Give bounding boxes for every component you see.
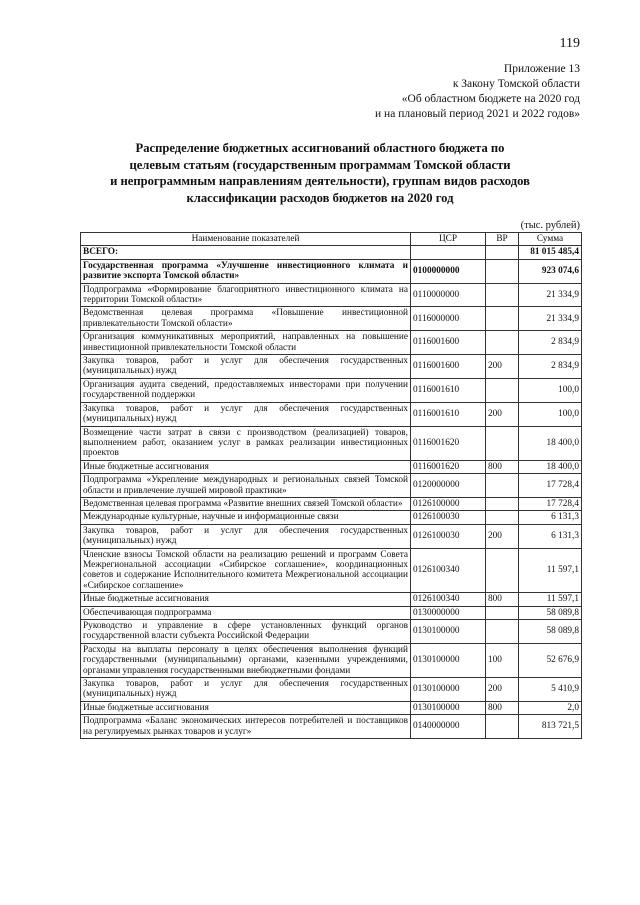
cell-sum: 813 721,5 [519, 715, 582, 739]
title-line: классификации расходов бюджетов на 2020 год [186, 190, 454, 205]
cell-vr [486, 474, 519, 498]
cell-name: Подпрограмма «Укрепление международных и региональных связей Томской области и привлечение лучшей мировой практики» [81, 474, 411, 498]
cell-code: 0116000000 [411, 307, 486, 331]
cell-vr: 200 [486, 678, 519, 702]
cell-sum: 58 089,8 [519, 606, 582, 619]
cell-vr [486, 426, 519, 460]
cell-code: 0116001600 [411, 331, 486, 355]
cell-vr [486, 307, 519, 331]
cell-name: Членские взносы Томской области на реализацию решений и программ Совета Межрегиональной ассоциации «Сибирское соглашение», координационных советов и содержание Исполнительного комитета Межрегиональной ассоциации «Сибирское соглашение» [81, 548, 411, 593]
cell-code: 0116001620 [411, 460, 486, 473]
cell-code: 0126100000 [411, 497, 486, 510]
cell-sum: 100,0 [519, 378, 582, 402]
document-title [60, 140, 580, 206]
cell-vr [486, 497, 519, 510]
cell-name: Иные бюджетные ассигнования [81, 460, 411, 473]
cell-vr: 200 [486, 524, 519, 548]
cell-vr: 200 [486, 402, 519, 426]
cell-code: 0130100000 [411, 701, 486, 714]
cell-vr [486, 606, 519, 619]
table-row [81, 460, 582, 473]
cell-sum: 17 728,4 [519, 497, 582, 510]
cell-vr: 800 [486, 593, 519, 606]
cell-vr [486, 715, 519, 739]
cell-name: Закупка товаров, работ и услуг для обеспечения государственных (муниципальных) нужд [81, 355, 411, 379]
cell-vr [486, 246, 519, 259]
table-row [81, 548, 582, 593]
cell-name: Обеспечивающая подпрограмма [81, 606, 411, 619]
cell-vr [486, 259, 519, 283]
table-row [81, 426, 582, 460]
cell-sum: 21 334,9 [519, 307, 582, 331]
budget-table [80, 232, 582, 739]
table-row [81, 402, 582, 426]
cell-vr [486, 283, 519, 307]
cell-sum: 18 400,0 [519, 426, 582, 460]
table-row [81, 283, 582, 307]
cell-vr [486, 331, 519, 355]
cell-name: Государственная программа «Улучшение инвестиционного климата и развитие экспорта Томской области» [81, 259, 411, 283]
table-row [81, 524, 582, 548]
cell-name: ВСЕГО: [81, 246, 411, 259]
law-title: «Об областном бюджете на 2020 год [401, 93, 580, 105]
cell-name: Расходы на выплаты персоналу в целях обеспечения выполнения функций государственными (муниципальными) органами, казенными учреждениями, органами управления государственными внебюджетными фондами [81, 643, 411, 677]
table-row [81, 355, 582, 379]
cell-code: 0130100000 [411, 678, 486, 702]
table-row [81, 307, 582, 331]
cell-name: Организация аудита сведений, предоставляемых инвесторами при получении государственной поддержки [81, 378, 411, 402]
cell-code: 0116001620 [411, 426, 486, 460]
cell-vr: 100 [486, 643, 519, 677]
law-period: и на плановый период 2021 и 2022 годов» [375, 108, 580, 120]
cell-sum: 2 834,9 [519, 355, 582, 379]
cell-code: 0140000000 [411, 715, 486, 739]
cell-code: 0130000000 [411, 606, 486, 619]
cell-name: Руководство и управление в сфере установленных функций органов государственной власти субъекта Российской Федерации [81, 620, 411, 644]
cell-sum: 100,0 [519, 402, 582, 426]
cell-name: Международные культурные, научные и информационные связи [81, 511, 411, 524]
cell-sum: 2 834,9 [519, 331, 582, 355]
cell-name: Закупка товаров, работ и услуг для обеспечения государственных (муниципальных) нужд [81, 402, 411, 426]
cell-sum: 11 597,1 [519, 548, 582, 593]
cell-vr [486, 620, 519, 644]
units-label: (тыс. рублей) [520, 220, 580, 231]
cell-sum: 923 074,6 [519, 259, 582, 283]
cell-code [411, 246, 486, 259]
cell-vr [486, 548, 519, 593]
cell-code: 0116001610 [411, 402, 486, 426]
cell-name: Иные бюджетные ассигнования [81, 593, 411, 606]
header-name: Наименование показателей [81, 233, 411, 246]
cell-code: 0126100340 [411, 593, 486, 606]
cell-name: Ведомственная целевая программа «Повышение инвестиционной привлекательности Томской области» [81, 307, 411, 331]
cell-sum: 17 728,4 [519, 474, 582, 498]
cell-sum: 52 676,9 [519, 643, 582, 677]
table-body [81, 246, 582, 739]
table-row [81, 593, 582, 606]
cell-code: 0116001610 [411, 378, 486, 402]
cell-name: Возмещение части затрат в связи с производством (реализацией) товаров, выполнением работ, оказанием услуг в рамках реализации инвестиционных проектов [81, 426, 411, 460]
table-row [81, 497, 582, 510]
table-row [81, 643, 582, 677]
appendix-label: Приложение 13 [503, 63, 580, 75]
cell-sum: 11 597,1 [519, 593, 582, 606]
title-line: целевым статьям (государственным программам Томской области [129, 157, 511, 172]
cell-code: 0100000000 [411, 259, 486, 283]
cell-code: 0116001600 [411, 355, 486, 379]
table-row [81, 331, 582, 355]
cell-sum: 6 131,3 [519, 511, 582, 524]
cell-sum: 58 089,8 [519, 620, 582, 644]
header-sum: Сумма [519, 233, 582, 246]
cell-name: Закупка товаров, работ и услуг для обеспечения государственных (муниципальных) нужд [81, 524, 411, 548]
law-reference: к Закону Томской области [452, 78, 580, 90]
cell-sum: 81 015 485,4 [519, 246, 582, 259]
header-code: ЦСР [411, 233, 486, 246]
cell-code: 0130100000 [411, 643, 486, 677]
table-row [81, 620, 582, 644]
cell-vr [486, 511, 519, 524]
cell-name: Иные бюджетные ассигнования [81, 701, 411, 714]
table-row [81, 474, 582, 498]
cell-code: 0130100000 [411, 620, 486, 644]
header-vr: ВР [486, 233, 519, 246]
title-line: Распределение бюджетных ассигнований областного бюджета по [135, 141, 505, 155]
appendix-header [375, 62, 580, 122]
cell-code: 0126100030 [411, 511, 486, 524]
table-row [81, 606, 582, 619]
table-row [81, 715, 582, 739]
cell-sum: 2,0 [519, 701, 582, 714]
cell-vr [486, 378, 519, 402]
cell-vr: 800 [486, 460, 519, 473]
cell-name: Закупка товаров, работ и услуг для обеспечения государственных (муниципальных) нужд [81, 678, 411, 702]
table-row [81, 678, 582, 702]
title-line: и непрограммным направлениям деятельности), группам видов расходов [110, 174, 530, 188]
cell-sum: 18 400,0 [519, 460, 582, 473]
table-header-row [81, 233, 582, 246]
table-row [81, 259, 582, 283]
table-row [81, 511, 582, 524]
table-row [81, 378, 582, 402]
table-row [81, 701, 582, 714]
table-row [81, 246, 582, 259]
cell-sum: 5 410,9 [519, 678, 582, 702]
cell-sum: 21 334,9 [519, 283, 582, 307]
cell-name: Организация коммуникативных мероприятий, направленных на повышение инвестиционной привлекательности Томской области [81, 331, 411, 355]
cell-code: 0120000000 [411, 474, 486, 498]
cell-code: 0110000000 [411, 283, 486, 307]
cell-name: Ведомственная целевая программа «Развитие внешних связей Томской области» [81, 497, 411, 510]
cell-code: 0126100340 [411, 548, 486, 593]
cell-name: Подпрограмма «Формирование благоприятного инвестиционного климата на территории Томской области» [81, 283, 411, 307]
page-number: 119 [559, 36, 580, 51]
cell-vr: 200 [486, 355, 519, 379]
cell-vr: 800 [486, 701, 519, 714]
cell-name: Подпрограмма «Баланс экономических интересов потребителей и поставщиков на регулируемых рынках товаров и услуг» [81, 715, 411, 739]
cell-sum: 6 131,3 [519, 524, 582, 548]
cell-code: 0126100030 [411, 524, 486, 548]
